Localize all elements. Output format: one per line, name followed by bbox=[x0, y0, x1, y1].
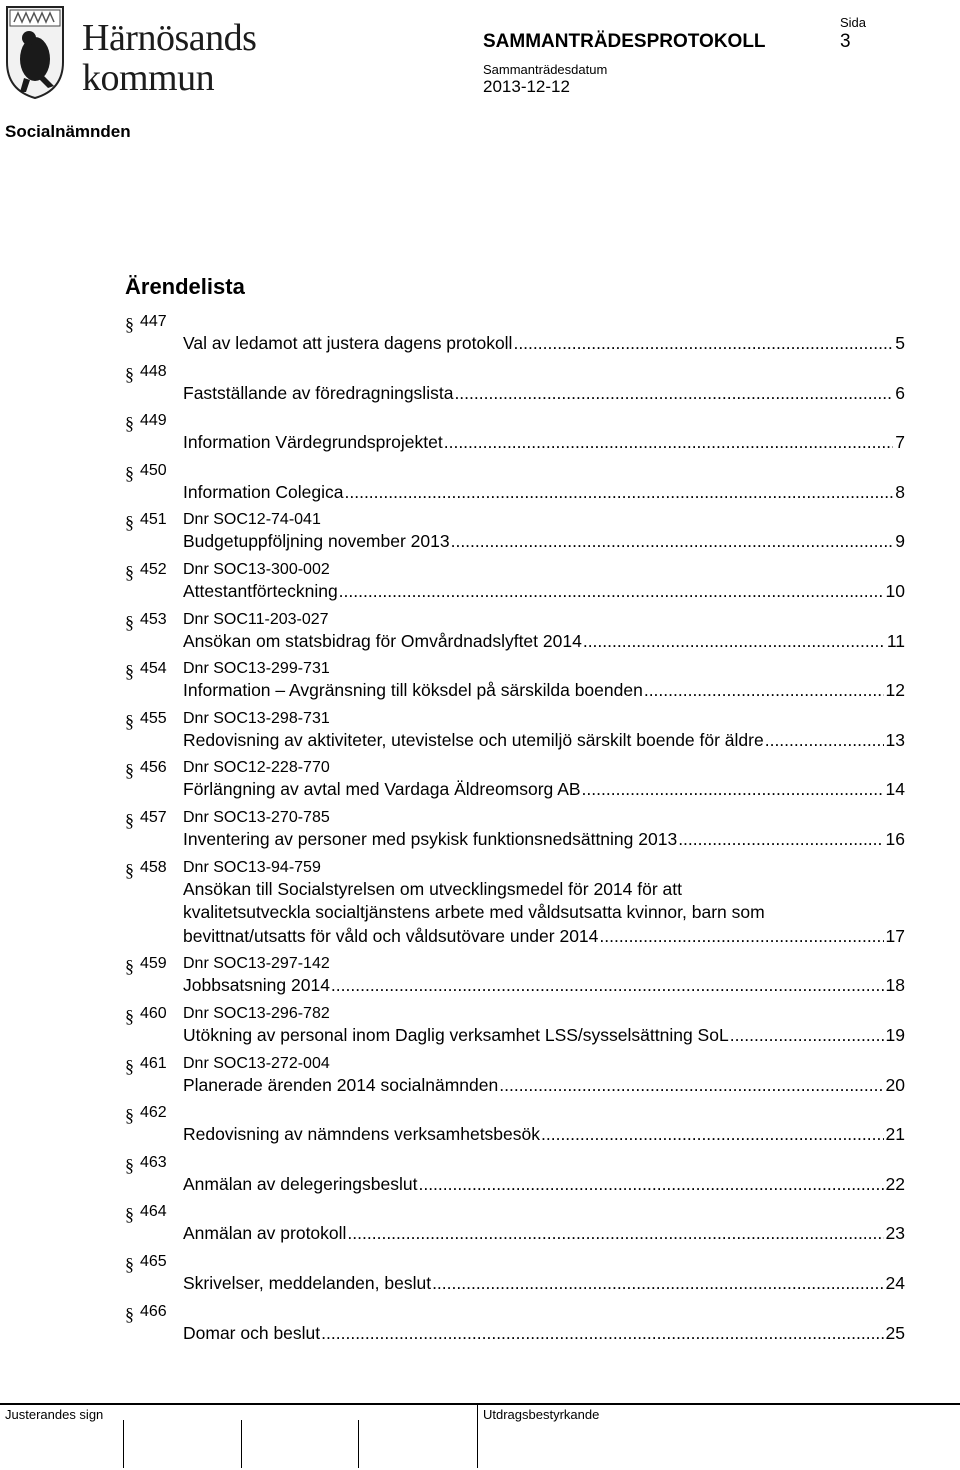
item-title: Information – Avgränsning till köksdel på särskilda boenden bbox=[183, 680, 643, 701]
item-number: 449 bbox=[140, 412, 167, 430]
item-page-number: 16 bbox=[885, 829, 905, 849]
item-title: Skrivelser, meddelanden, beslut bbox=[183, 1273, 432, 1293]
item-title: Planerade ärenden 2014 socialnämnden bbox=[183, 1074, 499, 1095]
item-number: 454 bbox=[140, 660, 167, 678]
item-page-number: 6 bbox=[895, 382, 905, 403]
item-title: Förlängning av avtal med Vardaga Äldreomsorg AB bbox=[183, 779, 581, 800]
dot-leader bbox=[331, 974, 884, 997]
item-title: Fastställande av föredragningslista bbox=[183, 382, 454, 403]
dot-leader bbox=[644, 679, 884, 702]
section-sign-icon bbox=[124, 363, 138, 385]
section-sign-icon bbox=[124, 859, 138, 881]
item-title: Jobbsatsning 2014 bbox=[183, 975, 330, 996]
svg-text:§: § bbox=[125, 314, 134, 334]
item-number: 465 bbox=[140, 1253, 167, 1270]
dot-leader bbox=[541, 1123, 884, 1146]
item-number: 457 bbox=[140, 809, 167, 826]
item-title: Information Värdegrundsprojektet bbox=[183, 432, 443, 453]
svg-text:§: § bbox=[125, 363, 134, 384]
toc-entry[interactable] bbox=[183, 530, 905, 553]
svg-text:§: § bbox=[125, 1006, 134, 1026]
svg-text:§: § bbox=[125, 1204, 134, 1225]
item-number: 459 bbox=[140, 955, 167, 973]
page-number: 3 bbox=[840, 31, 851, 52]
toc-entry[interactable] bbox=[183, 382, 905, 405]
item-page-number: 17 bbox=[885, 925, 905, 946]
item-title: Budgetuppföljning november 2013 bbox=[183, 531, 450, 552]
dot-leader bbox=[339, 580, 884, 603]
item-number: 452 bbox=[140, 561, 167, 578]
item-dnr: Dnr SOC13-297-142 bbox=[183, 955, 330, 973]
dot-leader bbox=[454, 382, 893, 405]
item-dnr: Dnr SOC11-203-027 bbox=[183, 610, 329, 628]
item-page-number: 8 bbox=[895, 481, 905, 502]
section-sign-icon bbox=[124, 1104, 138, 1126]
item-title: Redovisning av nämndens verksamhetsbesök bbox=[183, 1124, 540, 1145]
section-sign-icon bbox=[124, 561, 138, 583]
svg-text:§: § bbox=[125, 661, 134, 682]
toc-entry[interactable] bbox=[183, 1222, 905, 1245]
item-title: Ansökan om statsbidrag för Omvårdnadslyftet 2014 bbox=[183, 630, 582, 651]
section-sign-icon bbox=[124, 1154, 138, 1176]
toc-entry[interactable] bbox=[183, 925, 905, 948]
item-number: 458 bbox=[140, 858, 167, 876]
dot-leader bbox=[582, 778, 884, 801]
item-page-number: 11 bbox=[886, 630, 905, 651]
toc-entry[interactable] bbox=[183, 332, 905, 355]
svg-text:§: § bbox=[125, 1055, 134, 1076]
item-title-line: kvalitetsutveckla socialtjänstens arbete med våldsutsatta kvinnor, barn som bbox=[183, 902, 765, 923]
item-page-number: 21 bbox=[885, 1124, 905, 1145]
item-dnr: Dnr SOC12-74-041 bbox=[183, 511, 321, 529]
toc-entry[interactable] bbox=[183, 1272, 905, 1295]
item-number: 456 bbox=[140, 759, 167, 777]
section-sign-icon bbox=[124, 511, 138, 533]
dot-leader bbox=[499, 1074, 883, 1097]
section-sign-icon bbox=[124, 462, 138, 484]
dot-leader bbox=[513, 332, 893, 355]
item-page-number: 9 bbox=[895, 531, 905, 552]
signature-label: Justerandes sign bbox=[5, 1407, 104, 1422]
item-number: 464 bbox=[140, 1203, 167, 1221]
meeting-date: 2013-12-12 bbox=[483, 77, 570, 96]
item-page-number: 10 bbox=[885, 581, 905, 601]
logo-line-1: Härnösands bbox=[82, 17, 257, 59]
item-page-number: 19 bbox=[885, 1025, 905, 1045]
item-number: 451 bbox=[140, 511, 167, 529]
item-title: Val av ledamot att justera dagens protokoll bbox=[183, 333, 513, 353]
item-dnr: Dnr SOC13-270-785 bbox=[183, 809, 330, 826]
dot-leader bbox=[583, 630, 885, 653]
svg-text:§: § bbox=[125, 760, 134, 781]
footer-column-divider bbox=[477, 1405, 478, 1468]
item-title-line: Ansökan till Socialstyrelsen om utvecklingsmedel för 2014 för att bbox=[183, 878, 682, 899]
page-label: Sida bbox=[840, 15, 867, 30]
item-number: 460 bbox=[140, 1005, 167, 1022]
section-sign-icon bbox=[124, 412, 138, 434]
dot-leader bbox=[599, 925, 883, 948]
dot-leader bbox=[730, 1024, 884, 1047]
item-page-number: 12 bbox=[885, 680, 905, 701]
section-sign-icon bbox=[124, 313, 138, 335]
item-page-number: 13 bbox=[885, 729, 905, 750]
section-sign-icon bbox=[124, 611, 138, 633]
item-number: 463 bbox=[140, 1153, 167, 1171]
toc-entry[interactable] bbox=[183, 1074, 905, 1097]
item-title: Anmälan av delegeringsbeslut bbox=[183, 1173, 418, 1194]
section-sign-icon bbox=[124, 809, 138, 831]
svg-text:§: § bbox=[125, 611, 134, 632]
item-number: 466 bbox=[140, 1302, 167, 1320]
toc-entry[interactable] bbox=[183, 431, 905, 454]
section-sign-icon bbox=[124, 955, 138, 977]
toc-entry[interactable] bbox=[183, 1024, 905, 1047]
item-page-number: 25 bbox=[885, 1322, 905, 1343]
item-dnr: Dnr SOC13-300-002 bbox=[183, 561, 330, 578]
item-dnr: Dnr SOC13-296-782 bbox=[183, 1005, 330, 1022]
svg-text:§: § bbox=[125, 413, 134, 434]
toc-entry[interactable] bbox=[183, 1322, 905, 1345]
dot-leader bbox=[432, 1272, 883, 1295]
dot-leader bbox=[345, 481, 894, 504]
svg-text:§: § bbox=[125, 512, 134, 533]
dot-leader bbox=[444, 431, 894, 454]
dot-leader bbox=[451, 530, 894, 553]
meeting-date-label: Sammanträdesdatum bbox=[483, 62, 608, 77]
extract-certification-label: Utdragsbestyrkande bbox=[483, 1407, 600, 1422]
toc-entry[interactable] bbox=[183, 630, 905, 653]
svg-text:§: § bbox=[125, 462, 134, 483]
svg-text:§: § bbox=[125, 810, 134, 830]
toc-entry[interactable] bbox=[183, 1123, 905, 1146]
toc-entry[interactable] bbox=[183, 679, 905, 702]
svg-text:§: § bbox=[125, 1303, 134, 1324]
svg-text:§: § bbox=[125, 1154, 134, 1175]
section-sign-icon bbox=[124, 1005, 138, 1027]
signature-box-divider bbox=[358, 1420, 359, 1468]
item-title: Anmälan av protokoll bbox=[183, 1223, 347, 1244]
item-dnr: Dnr SOC13-94-759 bbox=[183, 858, 321, 876]
protocol-title: SAMMANTRÄDESPROTOKOLL bbox=[483, 31, 766, 52]
toc-entry[interactable] bbox=[183, 580, 905, 603]
section-sign-icon bbox=[124, 1203, 138, 1225]
item-page-number: 14 bbox=[885, 779, 905, 800]
toc-entry[interactable] bbox=[183, 481, 905, 504]
section-sign-icon bbox=[124, 660, 138, 682]
item-title: bevittnat/utsatts för våld och våldsutövare under 2014 bbox=[183, 925, 599, 946]
item-page-number: 24 bbox=[885, 1273, 905, 1293]
toc-entry[interactable] bbox=[183, 1173, 905, 1196]
item-page-number: 5 bbox=[895, 333, 905, 353]
item-page-number: 7 bbox=[895, 432, 905, 453]
footer-divider bbox=[0, 1403, 960, 1405]
section-sign-icon bbox=[124, 1253, 138, 1275]
dot-leader bbox=[765, 729, 884, 752]
item-title: Redovisning av aktiviteter, utevistelse och utemiljö särskilt boende för äldre bbox=[183, 729, 764, 750]
item-page-number: 20 bbox=[885, 1074, 905, 1095]
signature-box-divider bbox=[241, 1420, 242, 1468]
svg-text:§: § bbox=[125, 1254, 134, 1274]
item-number: 448 bbox=[140, 362, 167, 380]
section-sign-icon bbox=[124, 710, 138, 732]
committee-name: Socialnämnden bbox=[5, 122, 131, 141]
dot-leader bbox=[321, 1322, 883, 1345]
item-dnr: Dnr SOC12-228-770 bbox=[183, 759, 330, 777]
logo-wordmark bbox=[82, 18, 302, 98]
svg-text:§: § bbox=[125, 710, 134, 731]
item-title: Utökning av personal inom Daglig verksamhet LSS/sysselsättning SoL bbox=[183, 1025, 729, 1045]
toc-entry[interactable] bbox=[183, 729, 905, 752]
item-number: 447 bbox=[140, 313, 167, 330]
signature-box-divider bbox=[123, 1420, 124, 1468]
item-page-number: 23 bbox=[885, 1223, 905, 1244]
item-title: Attestantförteckning bbox=[183, 581, 338, 601]
item-number: 450 bbox=[140, 461, 167, 479]
svg-text:§: § bbox=[125, 859, 134, 880]
item-title: Information Colegica bbox=[183, 481, 344, 502]
item-page-number: 22 bbox=[885, 1173, 905, 1194]
toc-entry[interactable] bbox=[183, 778, 905, 801]
svg-text:§: § bbox=[125, 562, 134, 582]
section-sign-icon bbox=[124, 1303, 138, 1325]
svg-text:§: § bbox=[125, 956, 134, 977]
section-sign-icon bbox=[124, 759, 138, 781]
dot-leader bbox=[347, 1222, 883, 1245]
svg-text:§: § bbox=[125, 1105, 134, 1126]
item-dnr: Dnr SOC13-298-731 bbox=[183, 709, 330, 727]
item-page-number: 18 bbox=[885, 975, 905, 996]
section-sign-icon bbox=[124, 1055, 138, 1077]
item-title: Inventering av personer med psykisk funktionsnedsättning 2013 bbox=[183, 829, 678, 849]
item-number: 453 bbox=[140, 610, 167, 628]
coat-of-arms-logo bbox=[4, 4, 66, 100]
toc-entry[interactable] bbox=[183, 974, 905, 997]
logo-line-2: kommun bbox=[82, 57, 215, 99]
item-dnr: Dnr SOC13-272-004 bbox=[183, 1054, 330, 1072]
agenda-heading: Ärendelista bbox=[125, 274, 245, 299]
dot-leader bbox=[678, 828, 883, 851]
item-number: 455 bbox=[140, 709, 167, 727]
item-number: 461 bbox=[140, 1054, 167, 1072]
dot-leader bbox=[418, 1173, 883, 1196]
item-title: Domar och beslut bbox=[183, 1322, 321, 1343]
item-dnr: Dnr SOC13-299-731 bbox=[183, 660, 330, 678]
toc-entry[interactable] bbox=[183, 828, 905, 851]
item-number: 462 bbox=[140, 1104, 167, 1122]
